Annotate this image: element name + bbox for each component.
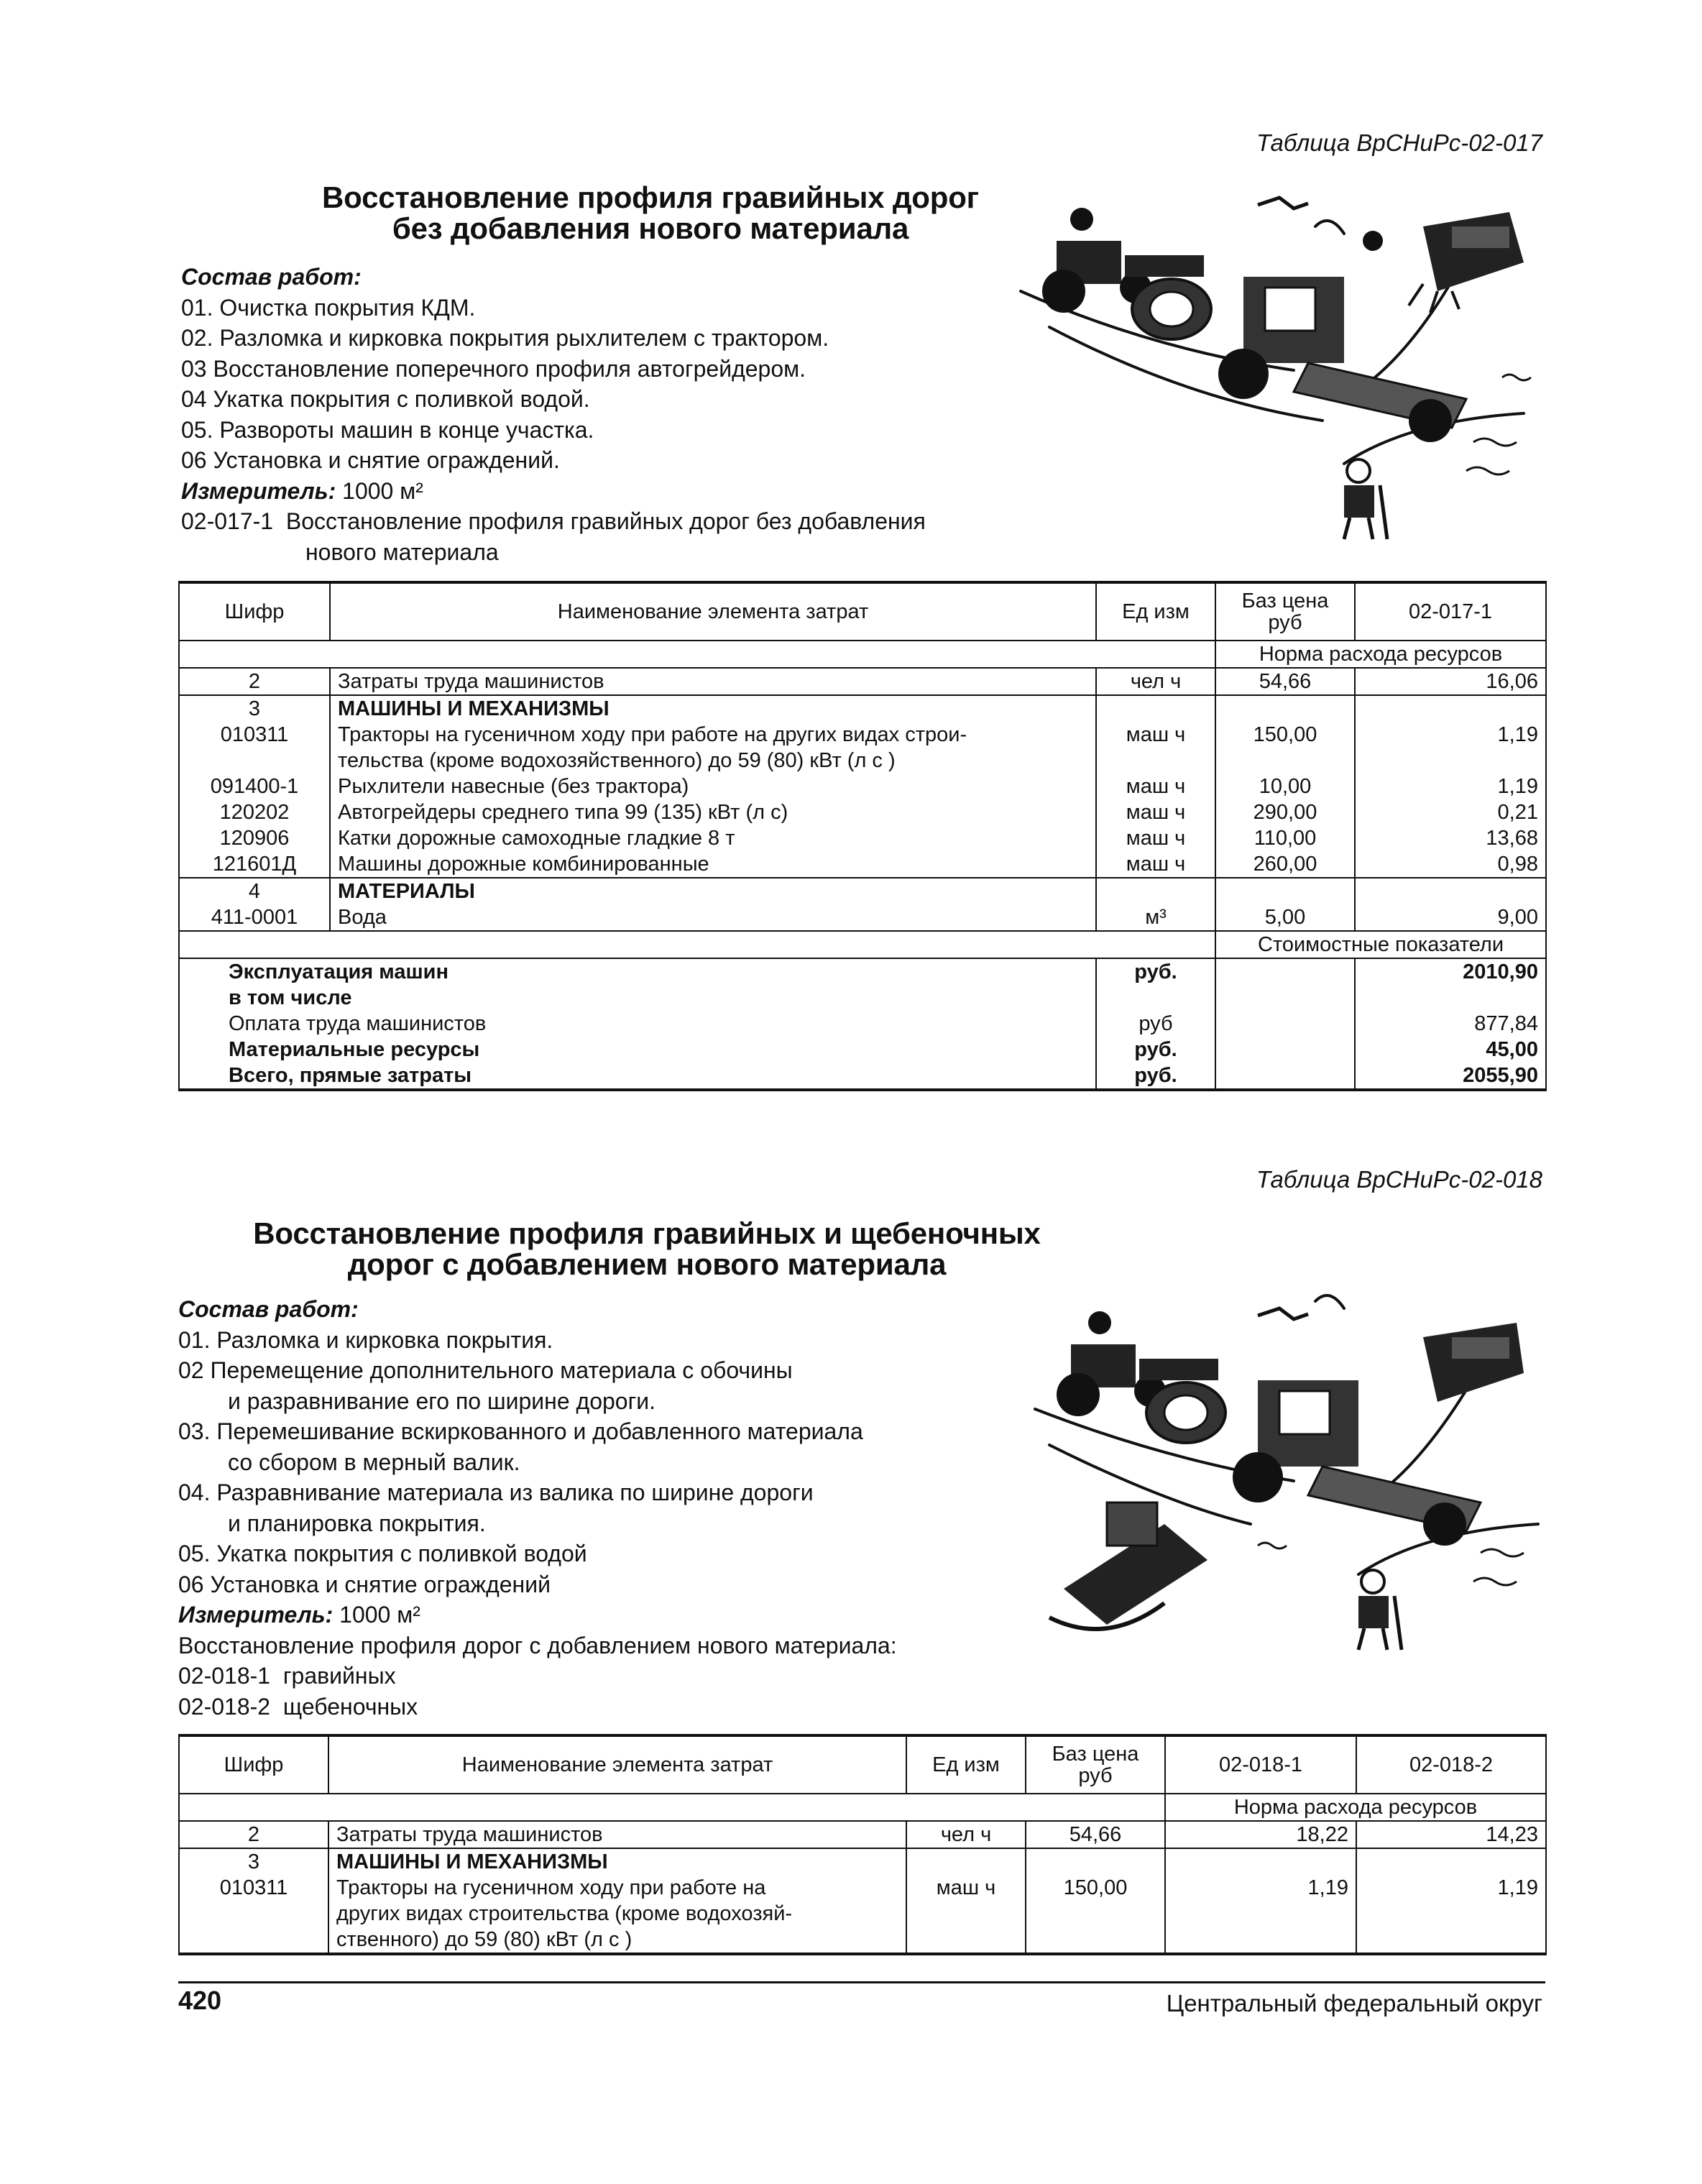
work-item: со сбором в мерный валик. — [228, 1449, 520, 1475]
header-cell: Шифр — [179, 582, 330, 641]
cost-unit: руб. — [1096, 958, 1215, 985]
table-row — [179, 748, 1546, 774]
cost-label: Оплата труда машинистов — [179, 1011, 1096, 1037]
road-roller-icon — [1139, 1359, 1225, 1443]
cost-value: 877,84 — [1355, 1011, 1546, 1037]
header-cell: Баз цена руб — [1215, 582, 1355, 641]
cost-unit: руб. — [1096, 1063, 1215, 1090]
work-item: 02. Разломка и кирковка покрытия рыхлителем с трактором. — [181, 325, 829, 351]
table-row — [179, 722, 1546, 748]
cost-row — [179, 1063, 1546, 1090]
cost-unit: руб. — [1096, 1037, 1215, 1063]
table-row — [179, 1927, 1546, 1954]
norm-band-row — [179, 641, 1546, 668]
name-cell: ственного) до 59 (80) кВт (л с ) — [328, 1927, 906, 1954]
resource-table-018 — [178, 1734, 1547, 1955]
code-cell: 2 — [179, 668, 330, 695]
work-label: Состав работ: — [178, 1296, 359, 1322]
value-cell: 1,19 — [1165, 1875, 1356, 1901]
price-cell: 54,66 — [1026, 1821, 1165, 1848]
cost-row — [179, 1011, 1546, 1037]
price-cell: 10,00 — [1215, 774, 1355, 799]
header-cell: Баз цена руб — [1026, 1735, 1165, 1794]
norm-band-row — [179, 1794, 1546, 1821]
unit-cell: м³ — [1096, 904, 1215, 931]
header-cell: Ед изм — [1096, 582, 1215, 641]
price-cell: 150,00 — [1215, 722, 1355, 748]
intro-line: Восстановление профиля дорог с добавлением нового материала: — [178, 1632, 897, 1658]
unit-cell: чел ч — [906, 1821, 1026, 1848]
grader-icon — [1233, 1380, 1481, 1546]
name-cell: МАТЕРИАЛЫ — [330, 878, 1096, 904]
title-line: Восстановление профиля гравийных дорог — [322, 180, 979, 214]
variant-line — [178, 1692, 1041, 1722]
value-cell: 1,19 — [1355, 774, 1546, 799]
price-cell: 260,00 — [1215, 851, 1355, 878]
name-cell: Тракторы на гусеничном ходу при работе на — [328, 1875, 906, 1901]
work-item: 04. Разравнивание материала из валика по ширине дороги — [178, 1479, 814, 1505]
variant-text: гравийных — [282, 1663, 396, 1689]
cost-row — [179, 958, 1546, 985]
code-cell: 3 — [179, 695, 330, 722]
table-row — [179, 1875, 1546, 1901]
name-cell: Вода — [330, 904, 1096, 931]
cost-label: Всего, прямые затраты — [179, 1063, 1096, 1090]
unit-cell: маш ч — [906, 1875, 1026, 1901]
code-cell: 411-0001 — [179, 904, 330, 931]
code-cell: 3 — [179, 1848, 328, 1875]
resource-table-017 — [178, 581, 1547, 1091]
variant-code: 02-018-1 — [178, 1663, 271, 1689]
code-line — [181, 506, 1044, 537]
header-cell: Шифр — [179, 1735, 328, 1794]
table-row — [179, 825, 1546, 851]
variant-line — [178, 1661, 1041, 1692]
title-line: без добавления нового материала — [392, 211, 909, 245]
value-cell: 1,19 — [1356, 1875, 1546, 1901]
table-row — [179, 774, 1546, 799]
name-cell: Машины дорожные комбинированные — [330, 851, 1096, 878]
header-cell: Наименование элемента затрат — [330, 582, 1096, 641]
meter-label: Измеритель: — [178, 1602, 334, 1628]
section-title-017 — [237, 180, 1064, 245]
name-cell: тельства (кроме водохозяйственного) до 59 (80) кВт (л с ) — [330, 748, 1096, 774]
value-cell: 0,98 — [1355, 851, 1546, 878]
crawler-tractor-icon — [1049, 1502, 1208, 1629]
variant-code: 02-018-2 — [178, 1693, 271, 1720]
road-sweeper-icon — [1409, 212, 1524, 313]
unit-cell: маш ч — [1096, 774, 1215, 799]
road-machines-illustration — [1006, 183, 1567, 543]
cost-band: Стоимостные показатели — [1215, 931, 1546, 958]
table-header-row — [179, 1735, 1546, 1794]
header-cell: Ед изм — [906, 1735, 1026, 1794]
value-cell: 1,19 — [1355, 722, 1546, 748]
header-cell: 02-018-2 — [1356, 1735, 1546, 1794]
code: 02-017-1 — [181, 508, 274, 534]
table-header-row — [179, 582, 1546, 641]
cost-label: Материальные ресурсы — [179, 1037, 1096, 1063]
work-item: 03. Перемешивание вскиркованного и добавленного материала — [178, 1418, 863, 1444]
norm-band: Норма расхода ресурсов — [1165, 1794, 1546, 1821]
worker-icon — [1358, 1570, 1402, 1650]
code-cell: 091400-1 — [179, 774, 330, 799]
unit-cell: маш ч — [1096, 851, 1215, 878]
code-cell: 120202 — [179, 799, 330, 825]
header-cell: 02-017-1 — [1355, 582, 1546, 641]
code-cell: 121601Д — [179, 851, 330, 878]
name-cell: Катки дорожные самоходные гладкие 8 т — [330, 825, 1096, 851]
name-cell: Автогрейдеры среднего типа 99 (135) кВт (л с) — [330, 799, 1096, 825]
section-title-018 — [180, 1216, 1114, 1281]
name-cell: Затраты труда машинистов — [328, 1821, 906, 1848]
work-item: 05. Развороты машин в конце участка. — [181, 416, 594, 443]
table-row — [179, 695, 1546, 722]
worker-icon — [1344, 459, 1387, 539]
grader-icon — [1218, 231, 1466, 442]
work-item: 01. Очистка покрытия КДМ. — [181, 294, 476, 321]
work-composition-017 — [181, 262, 1044, 567]
code-cell: 120906 — [179, 825, 330, 851]
code-text: Восстановление профиля гравийных дорог без добавления — [285, 508, 926, 534]
work-item: 02 Перемещение дополнительного материала с обочины — [178, 1357, 793, 1383]
table-caption-018: Таблица ВрСНиРс-02-018 — [1256, 1166, 1542, 1193]
cost-value: 45,00 — [1355, 1037, 1546, 1063]
work-composition-018 — [178, 1294, 1041, 1722]
work-item: 05. Укатка покрытия с поливкой водой — [178, 1541, 587, 1566]
road-machines-illustration-2 — [1021, 1287, 1567, 1661]
price-cell: 290,00 — [1215, 799, 1355, 825]
meter-value: 1000 м² — [342, 477, 423, 504]
cost-value: 2010,90 — [1355, 958, 1546, 985]
cost-value: 2055,90 — [1355, 1063, 1546, 1090]
name-cell: других видах строительства (кроме водохозяй- — [328, 1901, 906, 1927]
value-cell: 14,23 — [1356, 1821, 1546, 1848]
table-row — [179, 904, 1546, 931]
cost-row — [179, 1037, 1546, 1063]
work-item: 03 Восстановление поперечного профиля автогрейдером. — [181, 355, 806, 382]
footer-rule — [178, 1981, 1545, 1983]
title-line: Восстановление профиля гравийных и щебеночных — [253, 1216, 1041, 1250]
name-cell: МАШИНЫ И МЕХАНИЗМЫ — [328, 1848, 906, 1875]
title-line: дорог с добавлением нового материала — [347, 1247, 947, 1281]
variant-text: щебеночных — [282, 1693, 418, 1720]
code-text-cont: нового материала — [305, 538, 499, 565]
code-cell: 4 — [179, 878, 330, 904]
bird-icon — [1258, 198, 1308, 208]
meter-label: Измеритель: — [181, 477, 336, 504]
work-item: 04 Укатка покрытия с поливкой водой. — [181, 386, 590, 412]
cost-unit: руб — [1096, 1011, 1215, 1037]
cost-band-row — [179, 931, 1546, 958]
work-item: 06 Установка и снятие ограждений. — [181, 447, 560, 473]
work-label: Состав работ: — [181, 264, 362, 290]
name-cell: Тракторы на гусеничном ходу при работе на других видах строи- — [330, 722, 1096, 748]
table-row — [179, 799, 1546, 825]
code-cell: 2 — [179, 1821, 328, 1848]
cost-label: Эксплуатация машин — [179, 958, 1096, 985]
value-cell: 18,22 — [1165, 1821, 1356, 1848]
table-row — [179, 668, 1546, 695]
bird-icon — [1258, 1308, 1308, 1319]
table-row — [179, 1848, 1546, 1875]
name-cell: МАШИНЫ И МЕХАНИЗМЫ — [330, 695, 1096, 722]
name-cell: Затраты труда машинистов — [330, 668, 1096, 695]
value-cell: 13,68 — [1355, 825, 1546, 851]
name-cell: Рыхлители навесные (без трактора) — [330, 774, 1096, 799]
unit-cell: маш ч — [1096, 825, 1215, 851]
header-cell: Наименование элемента затрат — [328, 1735, 906, 1794]
meter-value: 1000 м² — [339, 1602, 420, 1628]
header-cell: 02-018-1 — [1165, 1735, 1356, 1794]
table-row — [179, 1901, 1546, 1927]
cost-label: в том числе — [179, 985, 1096, 1011]
price-cell: 110,00 — [1215, 825, 1355, 851]
work-item: и планировка покрытия. — [228, 1510, 486, 1536]
road-roller-icon — [1125, 255, 1211, 339]
meter-line — [181, 476, 1044, 507]
meter-line — [178, 1600, 1041, 1630]
page-number: 420 — [178, 1986, 222, 2015]
work-item: и разравнивание его по ширине дороги. — [228, 1387, 656, 1414]
region-name: Центральный федеральный округ — [1166, 1990, 1542, 2016]
cost-row — [179, 985, 1546, 1011]
code-cell: 010311 — [179, 722, 330, 748]
value-cell: 0,21 — [1355, 799, 1546, 825]
work-item: 06 Установка и снятие ограждений — [178, 1571, 551, 1597]
price-cell: 54,66 — [1215, 668, 1355, 695]
table-row — [179, 851, 1546, 878]
unit-cell: маш ч — [1096, 722, 1215, 748]
price-cell: 150,00 — [1026, 1875, 1165, 1901]
road-sweeper-icon — [1423, 1323, 1524, 1402]
table-row — [179, 878, 1546, 904]
price-cell: 5,00 — [1215, 904, 1355, 931]
work-item: 01. Разломка и кирковка покрытия. — [178, 1326, 553, 1353]
table-caption-017: Таблица ВрСНиРс-02-017 — [1256, 129, 1542, 156]
unit-cell: маш ч — [1096, 799, 1215, 825]
value-cell: 9,00 — [1355, 904, 1546, 931]
value-cell: 16,06 — [1355, 668, 1546, 695]
unit-cell: чел ч — [1096, 668, 1215, 695]
code-cell: 010311 — [179, 1875, 328, 1901]
norm-band: Норма расхода ресурсов — [1215, 641, 1546, 668]
table-row — [179, 1821, 1546, 1848]
